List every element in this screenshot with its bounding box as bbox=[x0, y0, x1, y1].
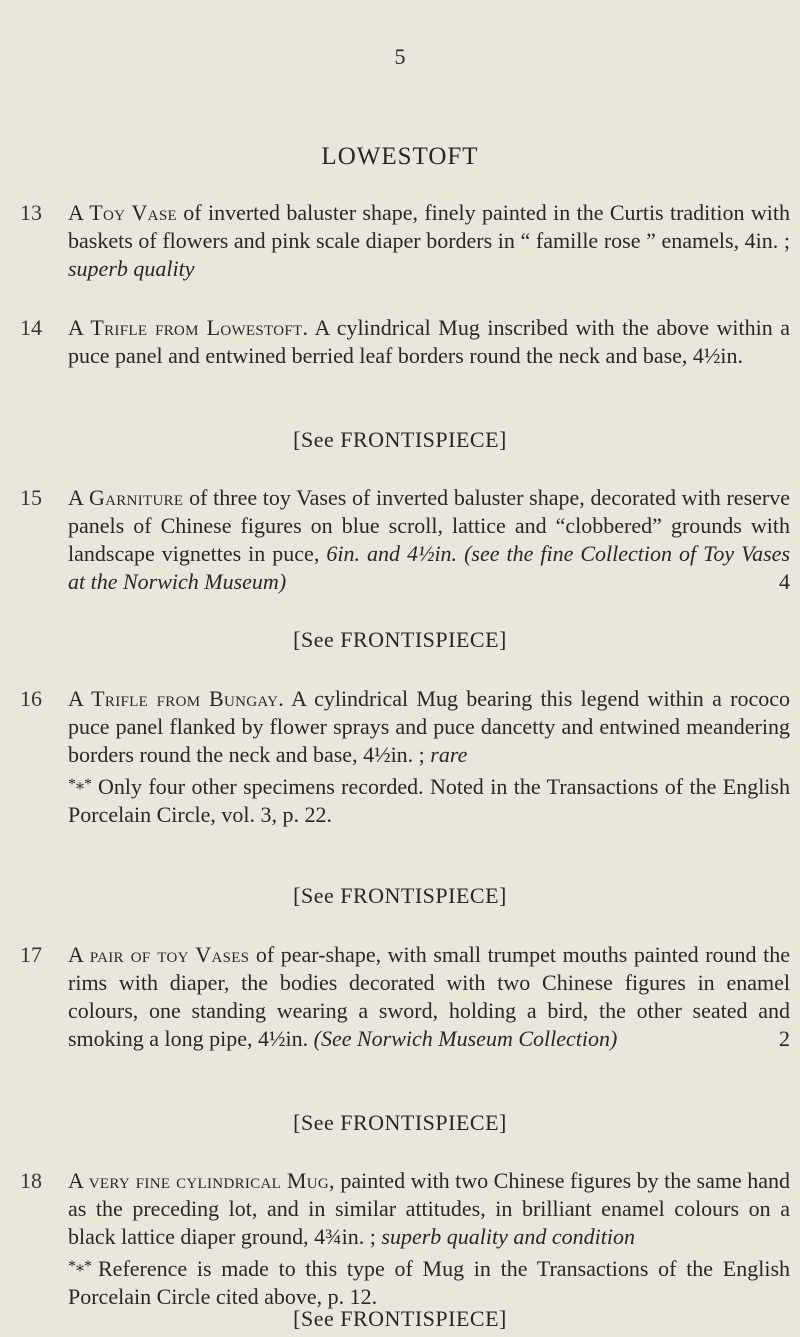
lot-18 bbox=[20, 1167, 790, 1317]
lot-14 bbox=[20, 314, 790, 404]
lot-body: of three toy Vases of inverted baluster shape, decorated with reserve panels of Chinese figures on blue scroll, lattice and “clobbered” grounds with landscape vignettes in puce, bbox=[68, 485, 790, 566]
lot-italic: superb quality and condition bbox=[381, 1224, 635, 1249]
lot-17 bbox=[20, 941, 790, 1091]
lot-body: of inverted baluster shape, finely painted in the Curtis tradition with baskets of flowers and pink scale diaper borders in “ famille rose ” enamels, 4in. ; bbox=[68, 200, 790, 253]
running-title: LOWESTOFT bbox=[321, 143, 479, 170]
lot-italic: superb quality bbox=[68, 256, 195, 281]
see-frontispiece: [See FRONTISPIECE] bbox=[293, 883, 507, 908]
page-number: 5 bbox=[394, 44, 406, 69]
lot-body: A cylindrical Mug inscribed with the above within a puce panel and entwined berried leaf borders round the neck and base, 4½in. bbox=[68, 315, 790, 368]
lot-italic: 6in. and 4½in. (see the fine Collection of Toy Vases at the Norwich Museum) bbox=[68, 541, 791, 594]
lot-description bbox=[68, 685, 790, 829]
lot-description bbox=[68, 1167, 790, 1311]
lot-number: 15 bbox=[20, 485, 42, 510]
see-frontispiece: [See FRONTISPIECE] bbox=[293, 627, 507, 652]
lot-note-text: Reference is made to this type of Mug in the Transactions of the English Porcelain Circle cited above, p. 12. bbox=[68, 1256, 790, 1309]
lot-description bbox=[68, 199, 790, 283]
see-frontispiece: [See FRONTISPIECE] bbox=[293, 1306, 507, 1331]
asterism-mark: *⁎* bbox=[68, 776, 92, 793]
lot-quantity: 2 bbox=[779, 1026, 790, 1051]
lot-lead: A pair of toy Vases bbox=[68, 942, 250, 967]
lot-note-text: Only four other specimens recorded. Noted in the Transactions of the English Porcelain Circle, vol. 3, p. 22. bbox=[68, 774, 790, 827]
lot-body: painted with two Chinese figures by the same hand as the preceding lot, and in similar attitudes, in brilliant enamel colours on a black lattice diaper ground, 4¾in. ; bbox=[68, 1168, 790, 1249]
lot-lead: A Trifle from Lowestoft. bbox=[68, 315, 309, 340]
lot-italic: rare bbox=[430, 742, 468, 767]
lot-italic: (See Norwich Museum Collection) bbox=[313, 1026, 618, 1051]
lot-note bbox=[68, 1253, 790, 1311]
lot-number: 14 bbox=[20, 315, 42, 340]
lot-number: 16 bbox=[20, 686, 42, 711]
lot-number: 18 bbox=[20, 1168, 42, 1193]
lot-16 bbox=[20, 685, 790, 845]
lot-body: A cylindrical Mug bearing this legend within a rococo puce panel flanked by flower sprays and puce dancetty and entwined meandering borders round the neck and base, 4½in. ; bbox=[68, 686, 790, 767]
lot-note bbox=[68, 771, 790, 829]
see-frontispiece: [See FRONTISPIECE] bbox=[293, 427, 507, 452]
lot-description bbox=[68, 941, 790, 1053]
lot-lead: A Garniture bbox=[68, 485, 184, 510]
lot-number: 13 bbox=[20, 200, 42, 225]
see-frontispiece: [See FRONTISPIECE] bbox=[293, 1110, 507, 1135]
lot-description bbox=[68, 314, 790, 370]
lot-lead: A Trifle from Bungay. bbox=[68, 686, 285, 711]
lot-description bbox=[68, 484, 790, 596]
lot-quantity: 4 bbox=[779, 569, 790, 594]
lot-15 bbox=[20, 484, 790, 604]
lot-lead: A very fine cylindrical Mug, bbox=[68, 1168, 335, 1193]
lot-13 bbox=[20, 199, 790, 289]
asterism-mark: *⁎* bbox=[68, 1258, 92, 1275]
lot-body: of pear-shape, with small trumpet mouths painted round the rims with diaper, the bodies decorated with two Chinese figures in enamel colours, one standing wearing a sword, holding a bird, the other seated and smoking a long pipe, 4½in. bbox=[68, 942, 790, 1051]
lot-lead: A Toy Vase bbox=[68, 200, 177, 225]
lot-number: 17 bbox=[20, 942, 42, 967]
